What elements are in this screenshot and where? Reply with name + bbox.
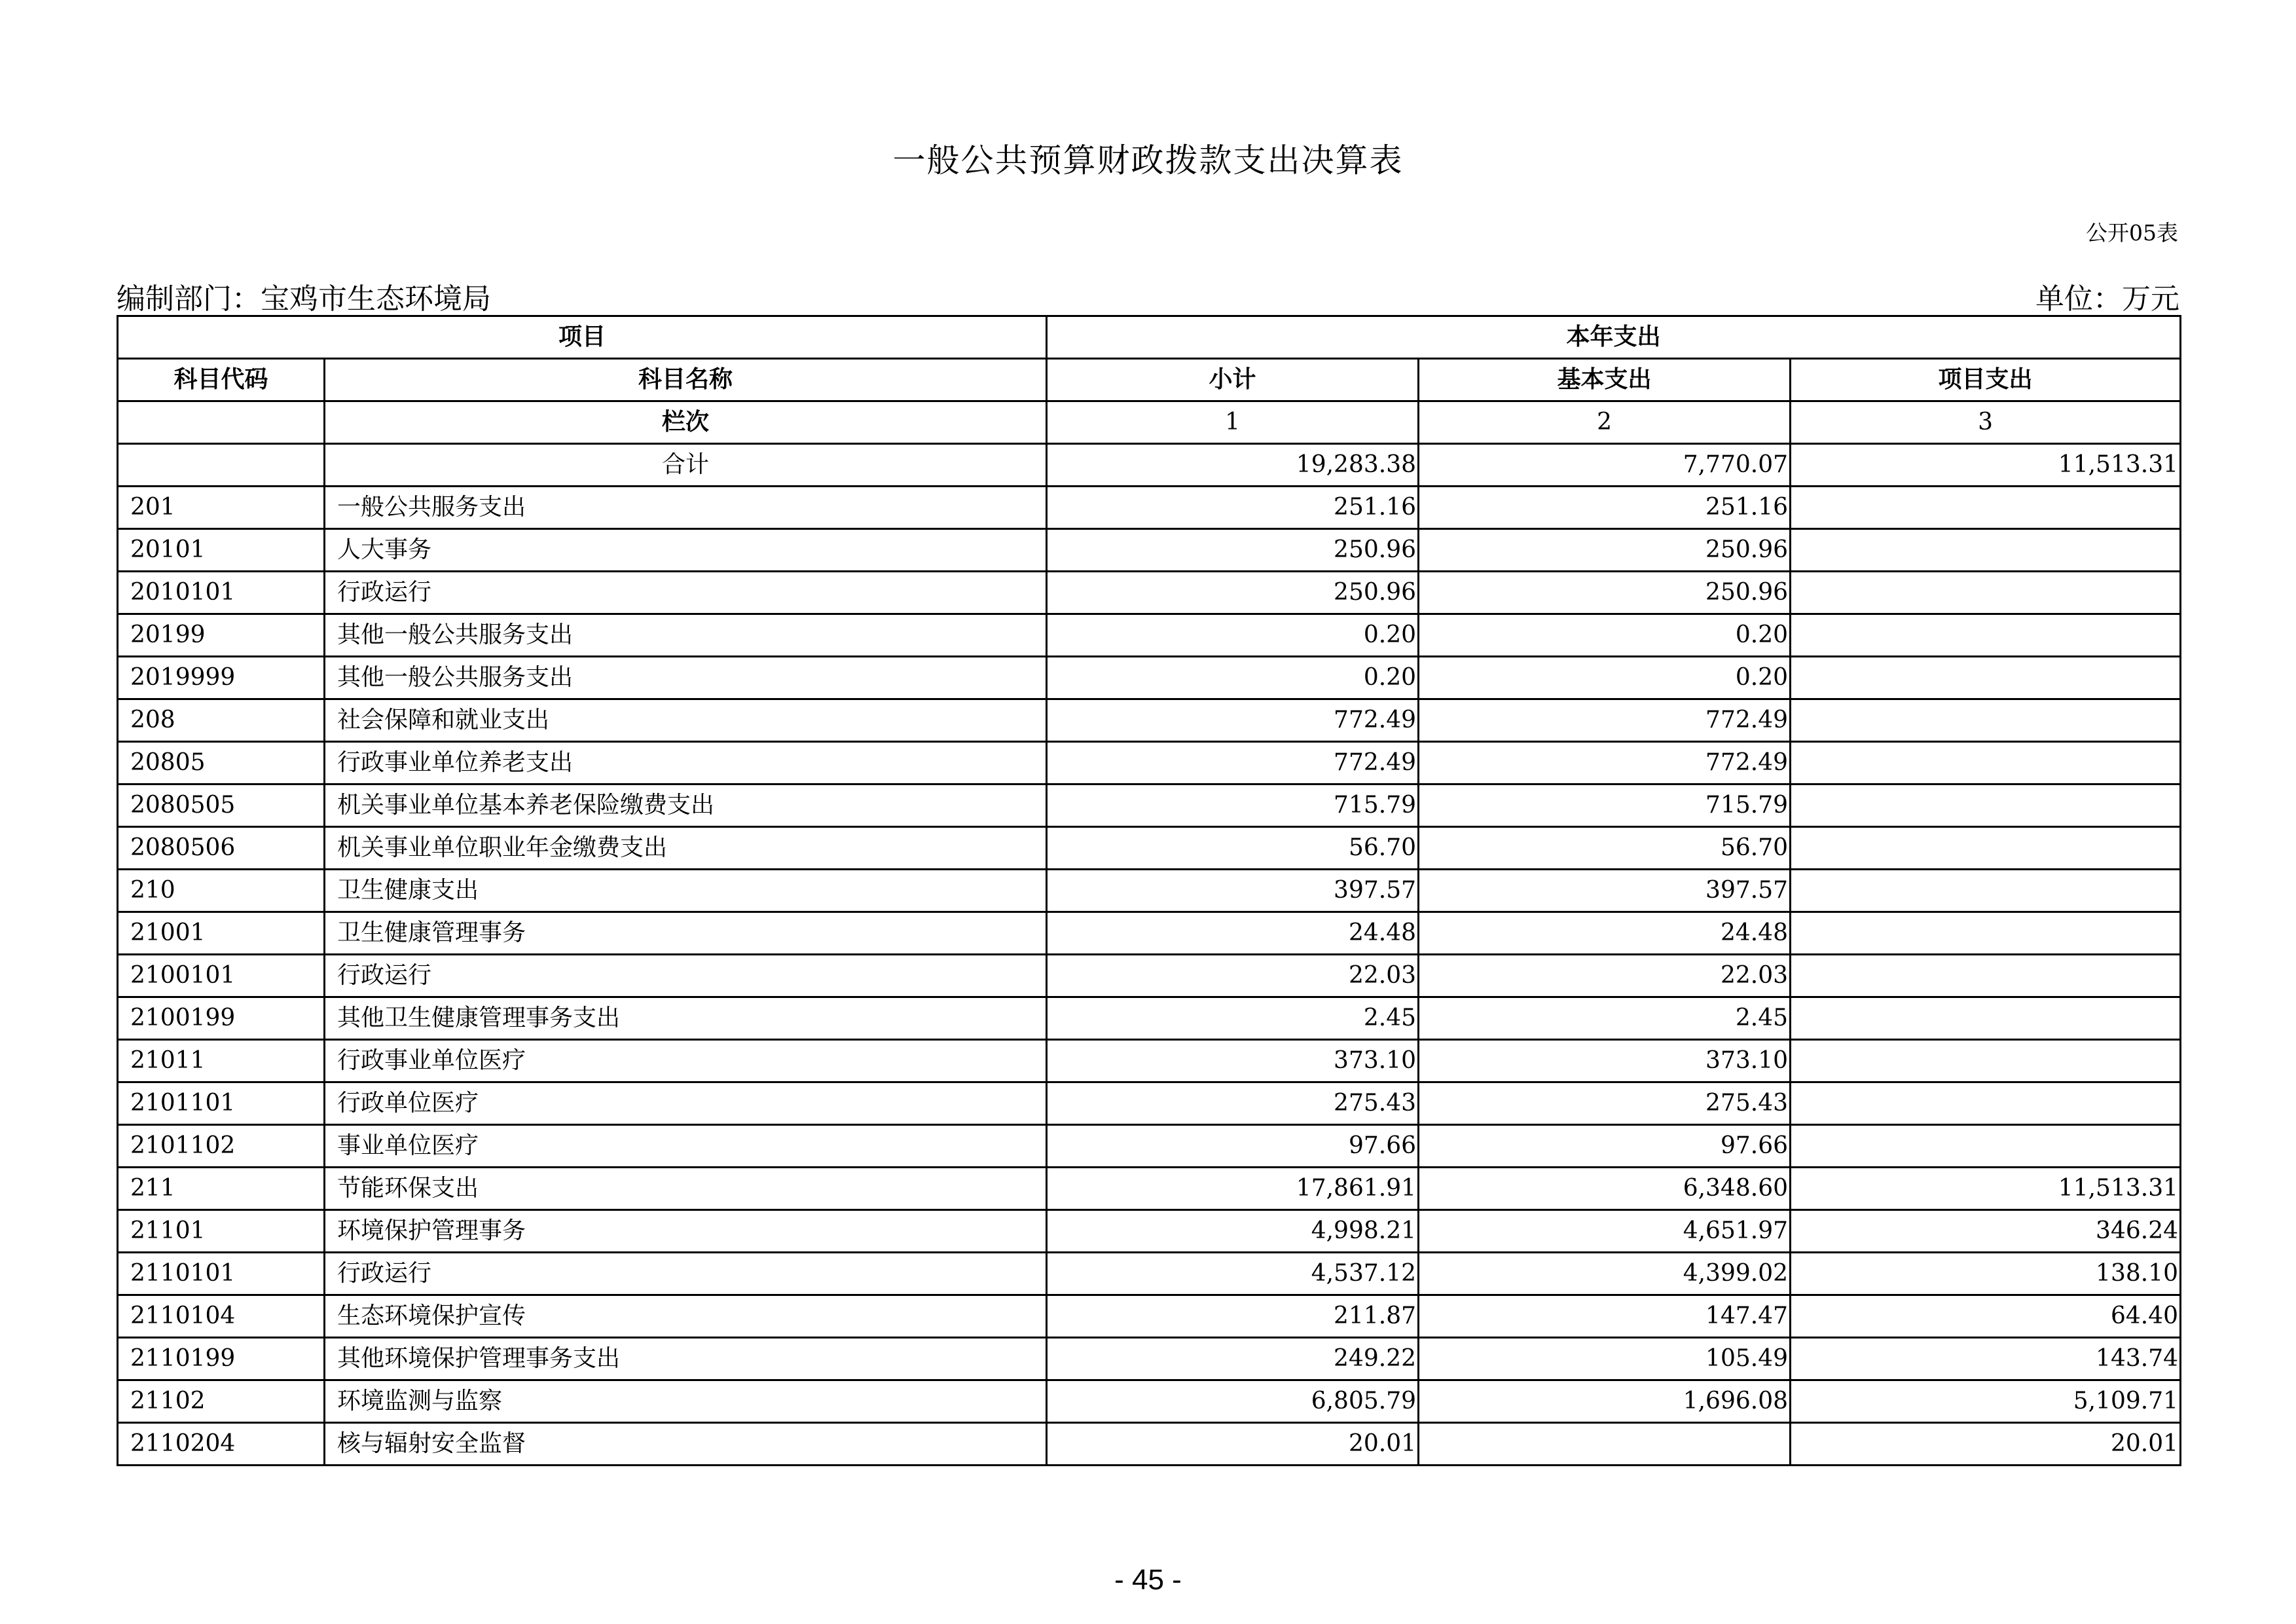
table-row [118,912,2181,955]
row-code: 2080505 [118,784,325,827]
row-name: 社会保障和就业支出 [325,699,1047,742]
row-name: 生态环境保护宣传 [325,1295,1047,1338]
row-basic: 56.70 [1419,827,1791,870]
header-subtotal: 小计 [1047,359,1419,401]
row-basic: 275.43 [1419,1082,1791,1125]
compiling-department: 编制部门：宝鸡市生态环境局 [117,282,491,316]
total-subtotal: 19,283.38 [1047,444,1419,487]
row-name: 事业单位医疗 [325,1125,1047,1168]
table-row [118,572,2181,614]
table-row [118,1423,2181,1466]
total-code-blank [118,444,325,487]
row-code: 2100199 [118,997,325,1040]
table-row [118,657,2181,699]
row-name: 环境保护管理事务 [325,1210,1047,1253]
table-row [118,1125,2181,1168]
row-subtotal: 2.45 [1047,997,1419,1040]
table-row [118,487,2181,529]
row-name: 核与辐射安全监督 [325,1423,1047,1466]
row-name: 其他环境保护管理事务支出 [325,1338,1047,1380]
row-code: 2010101 [118,572,325,614]
table-row [118,997,2181,1040]
column-number-blank [118,401,325,444]
row-name: 其他卫生健康管理事务支出 [325,997,1047,1040]
row-basic: 22.03 [1419,955,1791,997]
row-project [1791,1125,2181,1168]
row-basic: 772.49 [1419,699,1791,742]
row-code: 2019999 [118,657,325,699]
row-name: 节能环保支出 [325,1168,1047,1210]
row-code: 21101 [118,1210,325,1253]
row-subtotal: 251.16 [1047,487,1419,529]
header-item: 项目 [118,316,1047,359]
row-project [1791,827,2181,870]
row-basic: 373.10 [1419,1040,1791,1082]
row-code: 21102 [118,1380,325,1423]
row-basic: 715.79 [1419,784,1791,827]
table-row [118,870,2181,912]
row-code: 2101102 [118,1125,325,1168]
page-title: 一般公共预算财政拨款支出决算表 [892,141,1404,179]
row-subtotal: 17,861.91 [1047,1168,1419,1210]
row-name: 卫生健康管理事务 [325,912,1047,955]
row-subtotal: 24.48 [1047,912,1419,955]
row-code: 2110101 [118,1253,325,1295]
row-project [1791,572,2181,614]
row-code: 20199 [118,614,325,657]
row-basic: 147.47 [1419,1295,1791,1338]
row-project [1791,912,2181,955]
row-code: 2080506 [118,827,325,870]
table-row [118,827,2181,870]
row-subtotal: 0.20 [1047,657,1419,699]
row-project: 11,513.31 [1791,1168,2181,1210]
row-subtotal: 20.01 [1047,1423,1419,1466]
row-code: 21011 [118,1040,325,1082]
row-project: 346.24 [1791,1210,2181,1253]
row-basic: 250.96 [1419,572,1791,614]
row-project [1791,742,2181,784]
row-subtotal: 373.10 [1047,1040,1419,1082]
row-basic: 6,348.60 [1419,1168,1791,1210]
row-project [1791,997,2181,1040]
row-subtotal: 772.49 [1047,699,1419,742]
row-basic: 772.49 [1419,742,1791,784]
row-project: 64.40 [1791,1295,2181,1338]
row-name: 机关事业单位职业年金缴费支出 [325,827,1047,870]
row-name: 人大事务 [325,529,1047,572]
table-row [118,1295,2181,1338]
table-row [118,742,2181,784]
row-name: 卫生健康支出 [325,870,1047,912]
row-subtotal: 397.57 [1047,870,1419,912]
column-number-1: 1 [1047,401,1419,444]
column-number-2: 2 [1419,401,1791,444]
table-row [118,1253,2181,1295]
row-subtotal: 275.43 [1047,1082,1419,1125]
row-project: 143.74 [1791,1338,2181,1380]
table-row [118,784,2181,827]
row-subtotal: 6,805.79 [1047,1380,1419,1423]
row-subtotal: 4,998.21 [1047,1210,1419,1253]
row-name: 行政运行 [325,572,1047,614]
table-row [118,614,2181,657]
row-subtotal: 0.20 [1047,614,1419,657]
expenditure-table [117,315,2181,1466]
row-code: 20805 [118,742,325,784]
row-project [1791,614,2181,657]
row-project [1791,529,2181,572]
row-name: 行政事业单位医疗 [325,1040,1047,1082]
table-row [118,955,2181,997]
table-row [118,1210,2181,1253]
row-code: 20101 [118,529,325,572]
header-code: 科目代码 [118,359,325,401]
row-basic: 397.57 [1419,870,1791,912]
table-row [118,1168,2181,1210]
row-basic: 24.48 [1419,912,1791,955]
page-number: - 45 - [1114,1564,1182,1596]
table-row [118,1040,2181,1082]
row-project: 20.01 [1791,1423,2181,1466]
row-basic: 251.16 [1419,487,1791,529]
row-basic: 1,696.08 [1419,1380,1791,1423]
row-code: 21001 [118,912,325,955]
table-row [118,1338,2181,1380]
row-project [1791,955,2181,997]
row-subtotal: 249.22 [1047,1338,1419,1380]
table-row [118,1082,2181,1125]
row-project [1791,657,2181,699]
row-name: 机关事业单位基本养老保险缴费支出 [325,784,1047,827]
row-basic: 2.45 [1419,997,1791,1040]
row-code: 2101101 [118,1082,325,1125]
column-label: 栏次 [325,401,1047,444]
header-basic: 基本支出 [1419,359,1791,401]
row-project [1791,1082,2181,1125]
row-code: 208 [118,699,325,742]
row-basic: 0.20 [1419,657,1791,699]
table-row [118,529,2181,572]
row-basic: 0.20 [1419,614,1791,657]
form-number: 公开05表 [2086,220,2178,246]
row-subtotal: 250.96 [1047,572,1419,614]
row-name: 其他一般公共服务支出 [325,657,1047,699]
row-subtotal: 4,537.12 [1047,1253,1419,1295]
row-name: 行政运行 [325,1253,1047,1295]
row-name: 行政运行 [325,955,1047,997]
row-name: 环境监测与监察 [325,1380,1047,1423]
row-code: 210 [118,870,325,912]
row-name: 行政事业单位养老支出 [325,742,1047,784]
row-basic [1419,1423,1791,1466]
header-current-year: 本年支出 [1047,316,2181,359]
row-code: 2110104 [118,1295,325,1338]
table-row [118,699,2181,742]
table-row [118,1380,2181,1423]
unit-label: 单位：万元 [2035,282,2179,316]
row-name: 行政单位医疗 [325,1082,1047,1125]
row-project [1791,699,2181,742]
row-subtotal: 97.66 [1047,1125,1419,1168]
row-basic: 105.49 [1419,1338,1791,1380]
row-subtotal: 772.49 [1047,742,1419,784]
row-basic: 97.66 [1419,1125,1791,1168]
row-code: 211 [118,1168,325,1210]
total-row [118,444,2181,487]
column-number-3: 3 [1791,401,2181,444]
row-subtotal: 715.79 [1047,784,1419,827]
row-code: 201 [118,487,325,529]
header-row-2 [118,359,2181,401]
row-subtotal: 250.96 [1047,529,1419,572]
row-project [1791,870,2181,912]
row-code: 2100101 [118,955,325,997]
row-subtotal: 22.03 [1047,955,1419,997]
column-number-row [118,401,2181,444]
row-project: 138.10 [1791,1253,2181,1295]
row-project [1791,487,2181,529]
row-code: 2110199 [118,1338,325,1380]
total-label: 合计 [325,444,1047,487]
row-subtotal: 56.70 [1047,827,1419,870]
row-project [1791,784,2181,827]
total-project: 11,513.31 [1791,444,2181,487]
header-row-1 [118,316,2181,359]
row-project [1791,1040,2181,1082]
header-project: 项目支出 [1791,359,2181,401]
row-subtotal: 211.87 [1047,1295,1419,1338]
row-basic: 250.96 [1419,529,1791,572]
row-basic: 4,651.97 [1419,1210,1791,1253]
row-code: 2110204 [118,1423,325,1466]
row-project: 5,109.71 [1791,1380,2181,1423]
row-name: 一般公共服务支出 [325,487,1047,529]
total-basic: 7,770.07 [1419,444,1791,487]
row-name: 其他一般公共服务支出 [325,614,1047,657]
header-name: 科目名称 [325,359,1047,401]
row-basic: 4,399.02 [1419,1253,1791,1295]
